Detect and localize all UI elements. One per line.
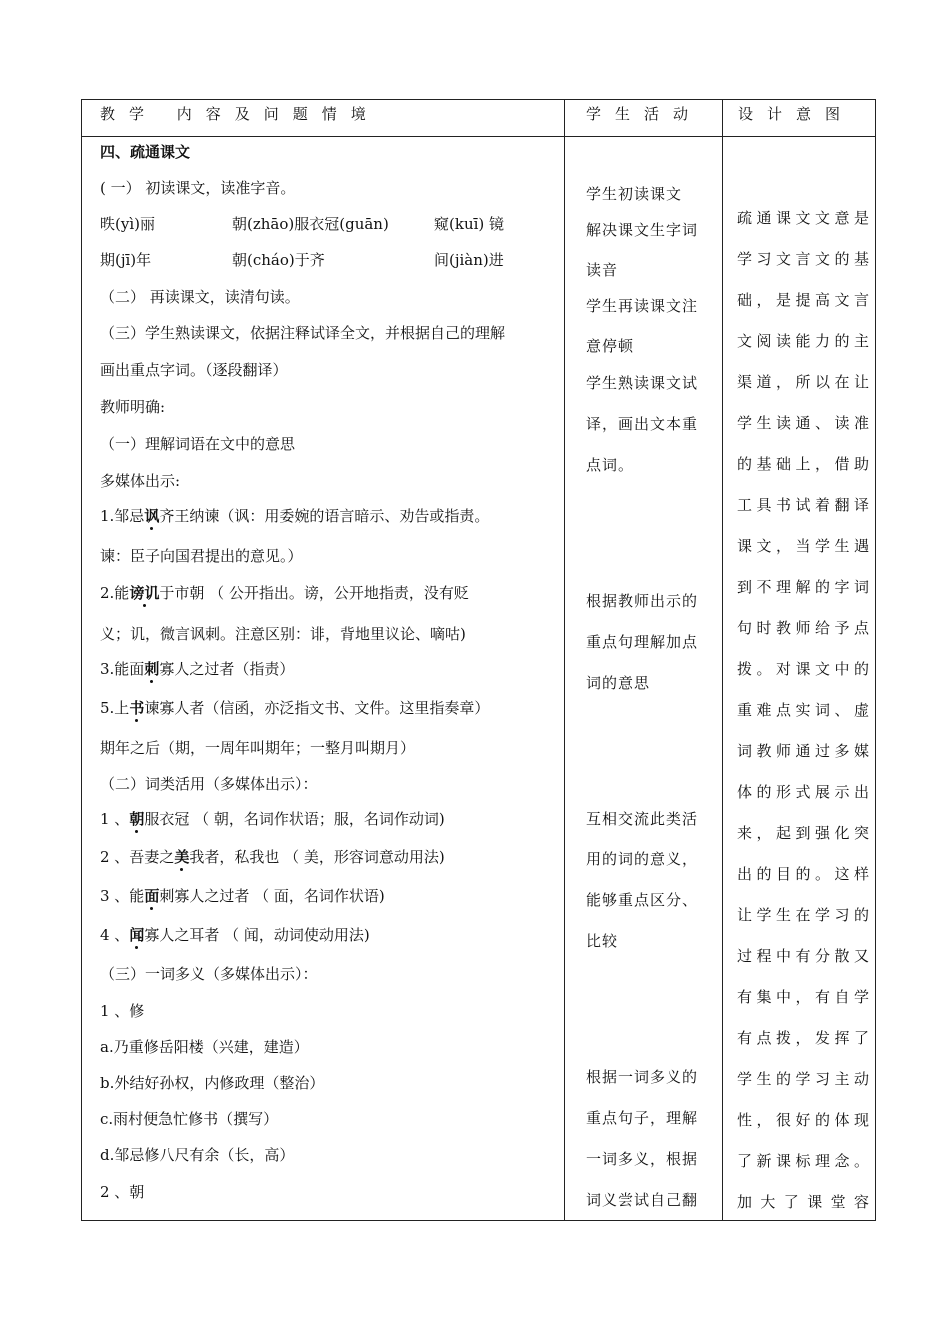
- pron-item: 朝(cháo)于齐: [232, 251, 325, 269]
- activity-line: 互相交流此类活: [586, 810, 699, 828]
- intent-line: 加大了课堂容: [737, 1193, 869, 1211]
- activity-line: 译，画出文本重: [586, 415, 699, 433]
- activity-line: 读音: [586, 261, 619, 279]
- word-item: 期年之后（期，一周年叫期年；一整月叫期月）: [100, 739, 416, 757]
- header-student-activity: 学生活动: [586, 105, 703, 123]
- pron-item: 朝(zhāo)服衣冠(guān): [232, 215, 389, 233]
- pron-item: 窥(kuī) 镜: [434, 215, 505, 233]
- word-item: 5.上书谏寡人者（信函，亦泛指文书、文件。这里指奏章）: [100, 699, 490, 717]
- polysemy-example: d.邹忌修八尺有余（长，高）: [100, 1146, 295, 1164]
- intent-line: 过程中有分散又: [737, 947, 869, 965]
- intent-line: 课文，当学生遇: [737, 537, 869, 555]
- activity-line: 词的意思: [586, 674, 651, 692]
- column-divider: [722, 100, 723, 1220]
- intent-line: 学习文言文的基: [737, 250, 869, 268]
- activity-line: 解决课文生字词: [586, 221, 699, 239]
- section-title: 四、疏通课文: [100, 143, 191, 161]
- intent-line: 重难点实词、虚: [737, 701, 869, 719]
- word-item: 2.能谤讥于市朝 （ 公开指出。谤，公开地指责，没有贬: [100, 584, 469, 602]
- word-item: 1.邹忌讽齐王纳谏（讽：用委婉的语言暗示、劝告或指责。: [100, 507, 490, 525]
- class-item: 1 、朝服衣冠 （ 朝，名词作状语；服，名词作动词): [100, 810, 445, 828]
- activity-line: 一词多义，根据: [586, 1150, 699, 1168]
- word-item: 3.能面刺寡人之过者（指责）: [100, 660, 295, 678]
- activity-line: 根据一词多义的: [586, 1068, 699, 1086]
- intent-line: 拨。对课文中的: [737, 660, 869, 678]
- activity-line: 比较: [586, 932, 619, 950]
- word-item-cont: 义；讥，微言讽刺。注意区别：诽，背地里议论、嘀咕): [100, 625, 466, 643]
- read-step-3: （三）学生熟读课文，依据注释试译全文，并根据自己的理解: [100, 324, 506, 342]
- subsection-2: （二）词类活用（多媒体出示）：: [100, 775, 318, 793]
- class-item: 2 、吾妻之美我者，私我也 （ 美，形容词意动用法): [100, 848, 445, 866]
- word-item-cont: 谏：臣子向国君提出的意见。）: [100, 547, 303, 565]
- intent-line: 工具书试着翻译: [737, 496, 869, 514]
- class-item: 4 、闻寡人之耳者 （ 闻，动词使动用法): [100, 926, 370, 944]
- activity-line: 重点句子，理解: [586, 1109, 699, 1127]
- intent-line: 来，起到强化突: [737, 824, 869, 842]
- pron-item: 间(jiàn)进: [434, 251, 504, 269]
- intent-line: 词教师通过多媒: [737, 742, 869, 760]
- intent-line: 出的目的。这样: [737, 865, 869, 883]
- intent-line: 句时教师给予点: [737, 619, 869, 637]
- activity-line: 学生初读课文: [586, 185, 683, 203]
- activity-line: 学生再读课文注: [586, 297, 699, 315]
- intent-line: 学生读通、读准: [737, 414, 869, 432]
- header-design-intent: 设计意图: [738, 105, 855, 123]
- polysemy-example: c.雨村便急忙修书（撰写）: [100, 1110, 279, 1128]
- activity-line: 意停顿: [586, 337, 635, 355]
- header-divider: [82, 136, 875, 137]
- column-divider: [564, 100, 565, 1220]
- pron-item: 期(jī)年: [100, 251, 152, 269]
- intent-line: 到不理解的字词: [737, 578, 869, 596]
- activity-line: 根据教师出示的: [586, 592, 699, 610]
- intent-line: 让学生在学习的: [737, 906, 869, 924]
- intent-line: 性，很好的体现: [737, 1111, 869, 1129]
- intent-line: 渠道，所以在让: [737, 373, 869, 391]
- subsection-1: （一）理解词语在文中的意思: [100, 435, 296, 453]
- lesson-table: [81, 99, 876, 1221]
- teacher-clarify: 教师明确:: [100, 398, 166, 416]
- activity-line: 点词。: [586, 456, 635, 474]
- polysemy-example: a.乃重修岳阳楼（兴建，建造）: [100, 1038, 309, 1056]
- activity-line: 能够重点区分、: [586, 891, 699, 909]
- intent-line: 了新课标理念。: [737, 1152, 869, 1170]
- header-content: 教学 内容及问题情境: [100, 105, 380, 123]
- activity-line: 词义尝试自己翻: [586, 1191, 699, 1209]
- intent-line: 体的形式展示出: [737, 783, 869, 801]
- intent-line: 有集中，有自学: [737, 988, 869, 1006]
- intent-line: 文阅读能力的主: [737, 332, 869, 350]
- read-step-1: ( 一） 初读课文，读准字音。: [100, 179, 296, 197]
- read-step-3-cont: 画出重点字词。（逐段翻译）: [100, 361, 288, 379]
- polysemy-example: b.外结好孙权，内修政理（整治）: [100, 1074, 325, 1092]
- intent-line: 有点拨，发挥了: [737, 1029, 869, 1047]
- polysemy-word: 1 、修: [100, 1002, 145, 1020]
- media-note: 多媒体出示:: [100, 472, 181, 490]
- activity-line: 用的词的意义，: [586, 850, 699, 868]
- read-step-2: （二） 再读课文，读清句读。: [100, 288, 300, 306]
- intent-line: 疏通课文文意是: [737, 209, 869, 227]
- pron-item: 昳(yì)丽: [100, 215, 155, 233]
- polysemy-word: 2 、朝: [100, 1183, 145, 1201]
- activity-line: 学生熟读课文试: [586, 374, 699, 392]
- activity-line: 重点句理解加点: [586, 633, 699, 651]
- subsection-3: （三）一词多义（多媒体出示）：: [100, 965, 318, 983]
- intent-line: 础，是提高文言: [737, 291, 869, 309]
- intent-line: 的基础上，借助: [737, 455, 869, 473]
- class-item: 3 、能面刺寡人之过者 （ 面，名词作状语): [100, 887, 385, 905]
- intent-line: 学生的学习主动: [737, 1070, 869, 1088]
